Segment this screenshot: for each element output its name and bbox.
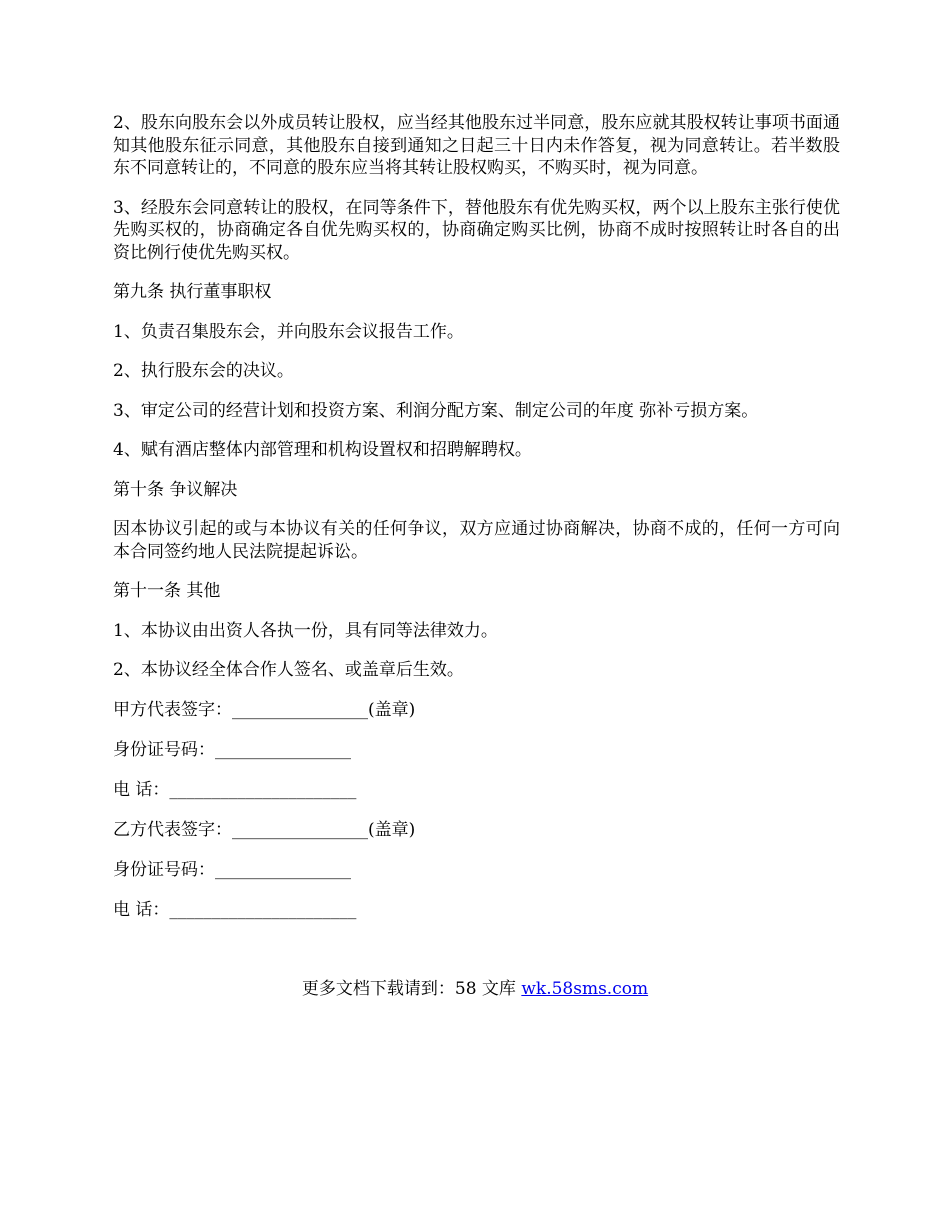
article-11-item-2: 2、本协议经全体合作人签名、或盖章后生效。 (113, 660, 464, 680)
article-10-heading: 第十条 争议解决 (113, 479, 238, 500)
article-9-item-2: 2、执行股东会的决议。 (113, 361, 294, 381)
party-b-id-number-line: 身份证号码：________________ (113, 859, 351, 880)
clause-transfer-notice: 2、股东向股东会以外成员转让股权，应当经其他股东过半同意，股东应就其股权转让事项书面通知其他股东征示同意，其他股东自接到通知之日起三十日内未作答复，视为同意转让。若半数股东不同意转让的，不同意的股东应当将其转让股权购买，不购买时，视为同意。 (113, 113, 840, 178)
clause-preemptive-right: 3、经股东会同意转让的股权，在同等条件下，替他股东有优先购买权，两个以上股东主张行使优先购买权的，协商确定各自优先购买权的，协商确定购买比例，协商不成时按照转让时各自的出资比例行使优先购买权。 (113, 197, 840, 263)
footer (0, 978, 950, 1001)
article-10-body: 因本协议引起的或与本协议有关的任何争议，双方应通过协商解决，协商不成的，任何一方可向本合同签约地人民法院提起诉讼。 (113, 519, 840, 562)
article-11-heading: 第十一条 其他 (113, 581, 221, 601)
party-b-phone-line: 电 话：______________________ (113, 899, 357, 920)
footer-prefix: 更多文档下载请到：58 文库 (301, 979, 522, 999)
article-9-item-4: 4、赋有酒店整体内部管理和机构设置权和招聘解聘权。 (113, 440, 532, 460)
footer-link[interactable]: wk.58sms.com (521, 979, 649, 999)
article-9-item-3: 3、审定公司的经营计划和投资方案、利润分配方案、制定公司的年度 弥补亏损方案。 (113, 400, 759, 421)
party-b-signature-line: 乙方代表签字：________________(盖章) (113, 819, 416, 840)
party-a-id-number-line: 身份证号码：________________ (113, 739, 351, 760)
article-9-heading: 第九条 执行董事职权 (113, 282, 272, 302)
document-body (113, 112, 840, 939)
article-9-item-1: 1、负责召集股东会，并向股东会议报告工作。 (113, 321, 464, 342)
party-a-signature-line: 甲方代表签字：________________(盖章) (113, 699, 416, 720)
article-11-item-1: 1、本协议由出资人各执一份，具有同等法律效力。 (113, 620, 498, 641)
party-a-phone-line: 电 话：______________________ (113, 779, 357, 800)
signature-block (113, 699, 840, 922)
